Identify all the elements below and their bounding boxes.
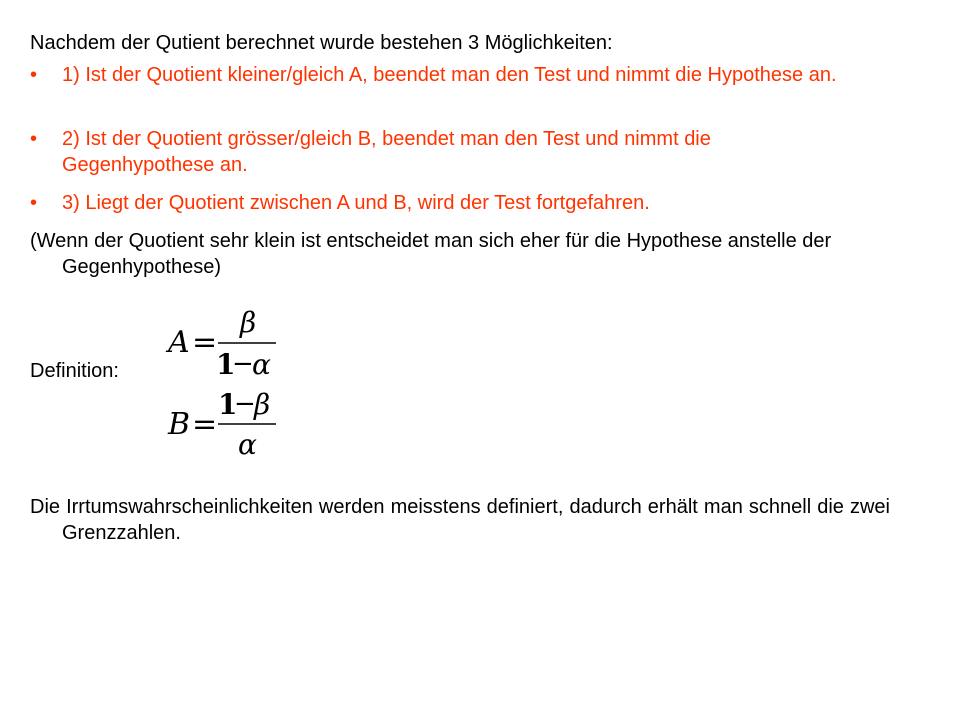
formula-a-denominator-var: α — [252, 348, 271, 381]
closing-text: Die Irrtumswahrscheinlichkeiten werden meisstens definiert, dadurch erhält man schnell die zwei Grenzzahlen. — [30, 496, 890, 544]
note-text: (Wenn der Quotient sehr klein ist entscheidet man sich eher für die Hypothese anstelle der Gegenhypothese) — [30, 230, 832, 278]
bullet-item-1 — [30, 62, 860, 88]
formula-a — [162, 306, 292, 382]
formula-a-numerator: β — [240, 306, 257, 339]
bullet-item-3 — [30, 190, 860, 216]
formula-b-numerator-var: β — [254, 388, 271, 421]
formula-a-equals: = — [192, 325, 218, 360]
intro-text: Nachdem der Qutient berechnet wurde bestehen 3 Möglichkeiten: — [30, 32, 613, 54]
formula-a-lhs: A — [168, 325, 190, 360]
bullet-text: 1) Ist der Quotient kleiner/gleich A, beendet man den Test und nimmt die Hypothese an. — [62, 64, 837, 86]
bullet-text: 3) Liegt der Quotient zwischen A und B, wird der Test fortgefahren. — [62, 192, 650, 214]
bullet-marker: • — [30, 64, 38, 86]
bullet-item-2 — [30, 126, 860, 178]
formula-a-denominator-one: 1 — [216, 348, 236, 381]
formula-b — [162, 388, 292, 464]
bullet-text: 2) Ist der Quotient grösser/gleich B, beendet man den Test und nimmt die Gegenhypothese an. — [62, 128, 711, 176]
formula-b-numerator-one: 1 — [218, 388, 238, 421]
bullet-marker: • — [30, 192, 38, 214]
formula-b-lhs: B — [168, 407, 191, 442]
formula-a-denominator-minus: − — [232, 349, 254, 379]
formula-b-equals: = — [192, 407, 218, 442]
definition-label: Definition: — [30, 360, 119, 382]
formula-b-numerator-minus: − — [234, 389, 256, 419]
bullet-marker: • — [30, 128, 38, 150]
formula-b-denominator: α — [238, 428, 257, 461]
